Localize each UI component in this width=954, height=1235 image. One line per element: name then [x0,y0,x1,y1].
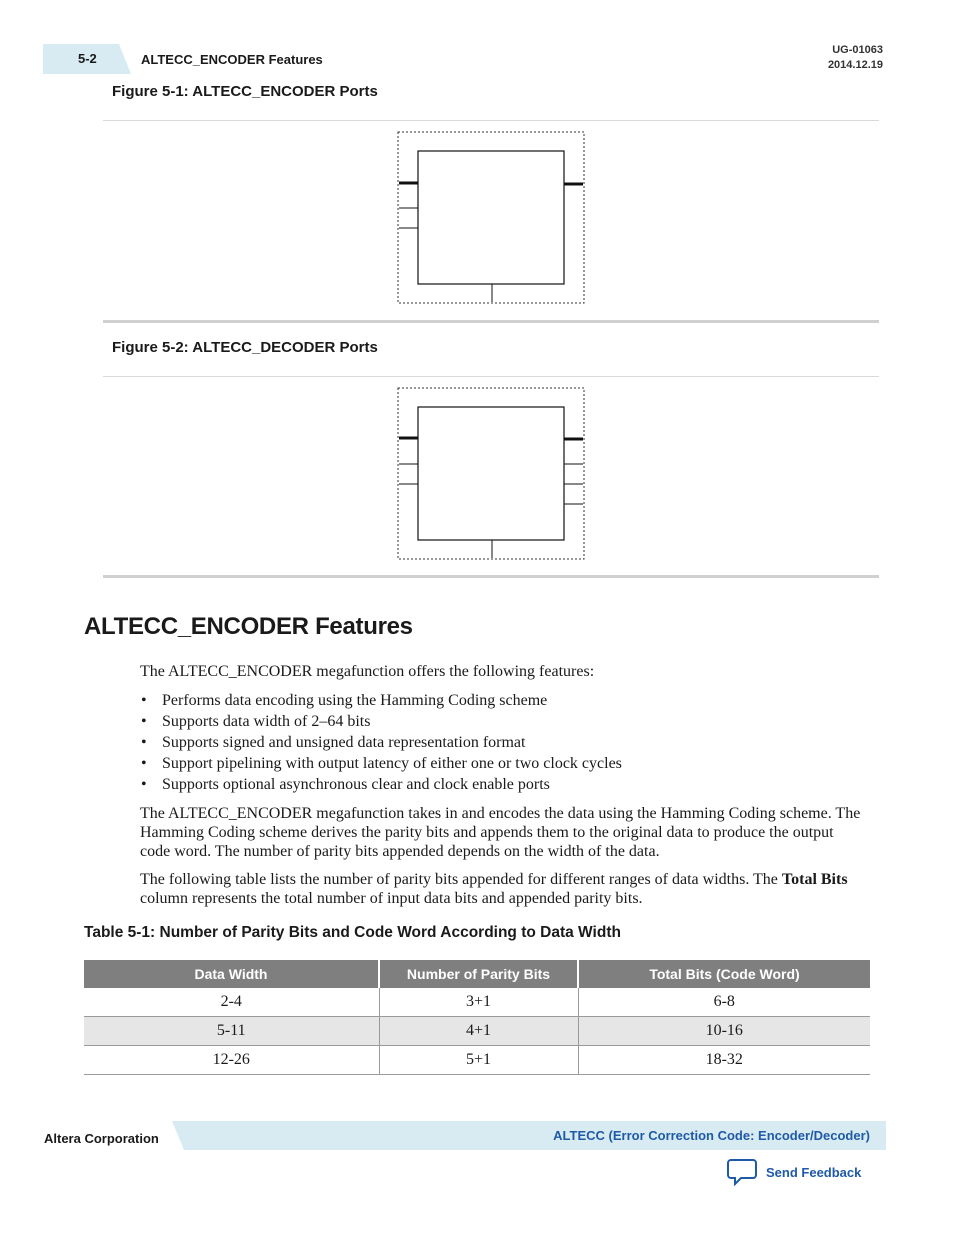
doc-date: 2014.12.19 [827,59,883,71]
running-header-title: ALTECC_ENCODER Features [141,52,323,67]
paragraph-2 [140,870,870,908]
section-title: ALTECC_ENCODER Features [84,613,413,640]
column-header: Number of Parity Bits [379,960,578,988]
page-number: 5-2 [78,51,97,66]
decoder-ports-diagram [390,382,592,566]
total-bits-term: Total Bits [781,871,848,888]
speech-bubble-icon [727,1158,757,1186]
feature-item: • Support pipelining with output latency of either one or two clock cycles [140,753,840,774]
table-cell: 6-8 [578,988,870,1017]
footer-company: Altera Corporation [44,1131,159,1146]
decoder-block [418,407,564,540]
paragraph-1: The ALTECC_ENCODER megafunction takes in and encodes the data using the Hamming Coding scheme. The Hamming Coding scheme derives the parity bits and appends them to the original data to produce the output code word. The number of parity bits appended depends on the width of the data. [140,805,861,860]
encoder-ports-diagram [390,126,592,310]
diagram-boundary [398,132,584,303]
paragraph-2-text: The following table lists the number of parity bits appended for different ranges of data widths. The [140,871,782,888]
figure-2-top-rule [103,376,879,377]
doc-id-block [828,43,883,73]
table-cell: 2-4 [84,988,379,1017]
table-cell: 12-26 [84,1046,379,1075]
feature-item: • Supports optional asynchronous clear and clock enable ports [140,774,840,795]
intro-paragraph: The ALTECC_ENCODER megafunction offers the following features: [140,663,595,680]
figure-2-bottom-rule [103,575,879,578]
figure-2-caption: Figure 5-2: ALTECC_DECODER Ports [112,339,378,356]
feature-item: • Supports data width of 2–64 bits [140,711,840,732]
feature-item: • Performs data encoding using the Hamming Coding scheme [140,690,840,711]
figure-1-top-rule [103,120,879,121]
table-cell: 5+1 [379,1046,578,1075]
table-row [84,1017,870,1046]
send-feedback-label: Send Feedback [766,1164,862,1180]
feature-list [140,690,840,795]
column-header: Data Width [84,960,379,988]
footer-chapter-link[interactable]: ALTECC (Error Correction Code: Encoder/Decoder) [553,1128,870,1143]
table-cell: 4+1 [379,1017,578,1046]
table-cell: 3+1 [379,988,578,1017]
table-caption: Table 5-1: Number of Parity Bits and Code Word According to Data Width [84,924,621,941]
encoder-block [418,151,564,284]
table-row [84,1046,870,1075]
send-feedback-link[interactable] [727,1158,861,1186]
table-cell: 18-32 [578,1046,870,1075]
figure-1-bottom-rule [103,320,879,323]
table-cell: 5-11 [84,1017,379,1046]
diagram-boundary [398,388,584,559]
feature-item: • Supports signed and unsigned data representation format [140,732,840,753]
doc-id: UG-01063 [832,44,883,56]
table-header-row [84,960,870,988]
column-header: Total Bits (Code Word) [578,960,870,988]
table-row [84,988,870,1017]
paragraph-2-text-end: column represents the total number of input data bits and appended parity bits. [140,890,643,907]
table-cell: 10-16 [578,1017,870,1046]
figure-1-caption: Figure 5-1: ALTECC_ENCODER Ports [112,83,378,100]
parity-bits-table [84,960,870,1075]
